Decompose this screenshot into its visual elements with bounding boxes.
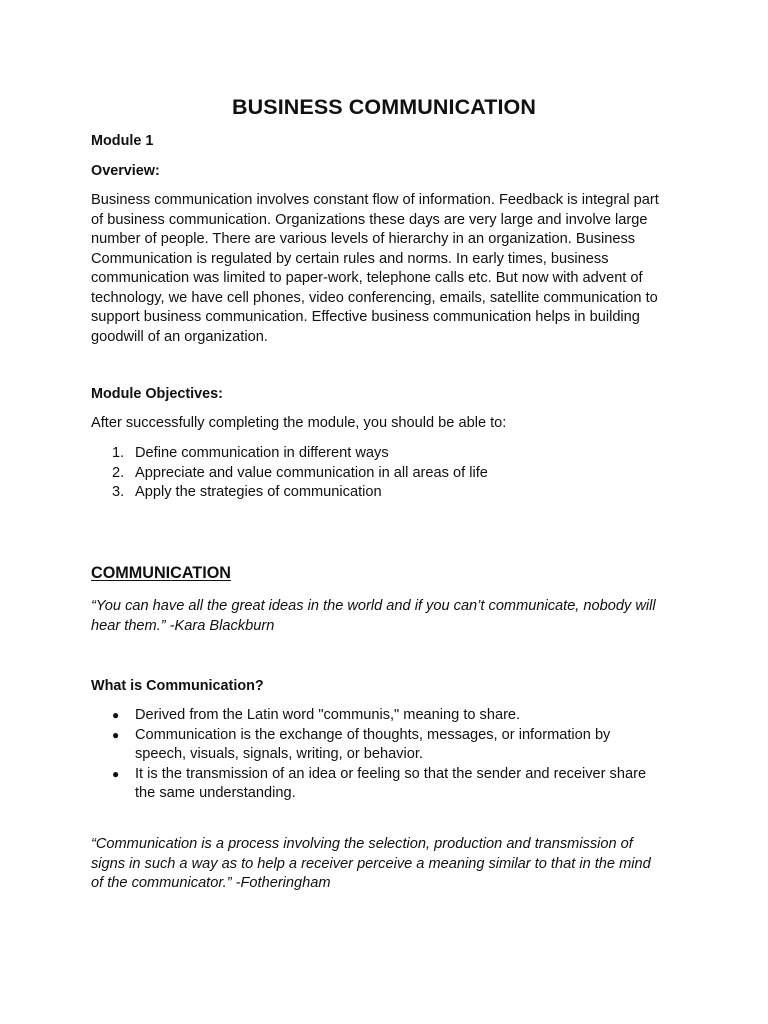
list-item [112, 444, 488, 464]
overview-line: number of people. There are various levels of hierarchy in an organization. Business [91, 231, 636, 247]
list-item-text: Derived from the Latin word "communis," meaning to share. [135, 707, 521, 723]
list-item-number: 3. [112, 484, 125, 500]
overview-label: Overview: [91, 163, 160, 179]
list-item-text: It is the transmission of an idea or feeling so that the sender and receiver share [135, 765, 647, 782]
list-item-number: 2. [112, 464, 125, 481]
list-item-text: Communication is the exchange of thoughts, messages, or information by [135, 726, 611, 743]
definition-list [112, 706, 646, 804]
module-label: Module 1 [91, 133, 154, 149]
quote-line: “Communication is a process involving the selection, production and transmission of [91, 836, 633, 852]
overview-paragraph [91, 191, 691, 347]
bullet-icon: ● [112, 708, 120, 722]
list-item [112, 464, 488, 484]
overview-line: communication was limited to paper-work, telephone calls etc. But now with advent of [91, 270, 643, 286]
quote-fotheringham [91, 835, 651, 894]
overview-line: Communication is regulated by certain rules and norms. In early times, business [91, 250, 609, 267]
objectives-intro: After successfully completing the module, you should be able to: [91, 415, 507, 431]
list-item-text: the same understanding. [135, 785, 296, 801]
list-item-number: 1. [112, 445, 125, 461]
overview-line: technology, we have cell phones, video conferencing, emails, satellite communication to [91, 289, 658, 306]
section-heading: COMMUNICATION [91, 564, 231, 582]
document-title: BUSINESS COMMUNICATION [232, 95, 536, 119]
quote-blackburn [91, 597, 656, 636]
overview-line: goodwill of an organization. [91, 328, 268, 345]
overview-line: of business communication. Organizations these days are very large and involve large [91, 211, 648, 228]
quote-line: signs in such a way as to help a receiver perceive a meaning similar to that in the mind [91, 855, 651, 872]
objectives-label: Module Objectives: [91, 386, 223, 402]
objectives-list [112, 444, 488, 503]
list-item [112, 706, 646, 726]
list-item [112, 726, 646, 765]
quote-line: hear them.” -Kara Blackburn [91, 617, 275, 634]
what-is-label: What is Communication? [91, 678, 264, 694]
list-item-text: speech, visuals, signals, writing, or behavior. [135, 746, 423, 762]
bullet-icon: ● [112, 727, 120, 742]
list-item-text: Define communication in different ways [135, 445, 389, 461]
overview-line: support business communication. Effective business communication helps in building [91, 309, 640, 325]
list-item [112, 483, 488, 503]
quote-line: “You can have all the great ideas in the world and if you can’t communicate, nobody will [91, 598, 656, 614]
list-item-text: Appreciate and value communication in all areas of life [135, 464, 488, 481]
list-item-text: Apply the strategies of communication [135, 484, 382, 500]
bullet-icon: ● [112, 766, 120, 781]
overview-line: Business communication involves constant flow of information. Feedback is integral part [91, 192, 659, 208]
list-item [112, 765, 646, 804]
quote-line: of the communicator.” -Fotheringham [91, 875, 331, 891]
